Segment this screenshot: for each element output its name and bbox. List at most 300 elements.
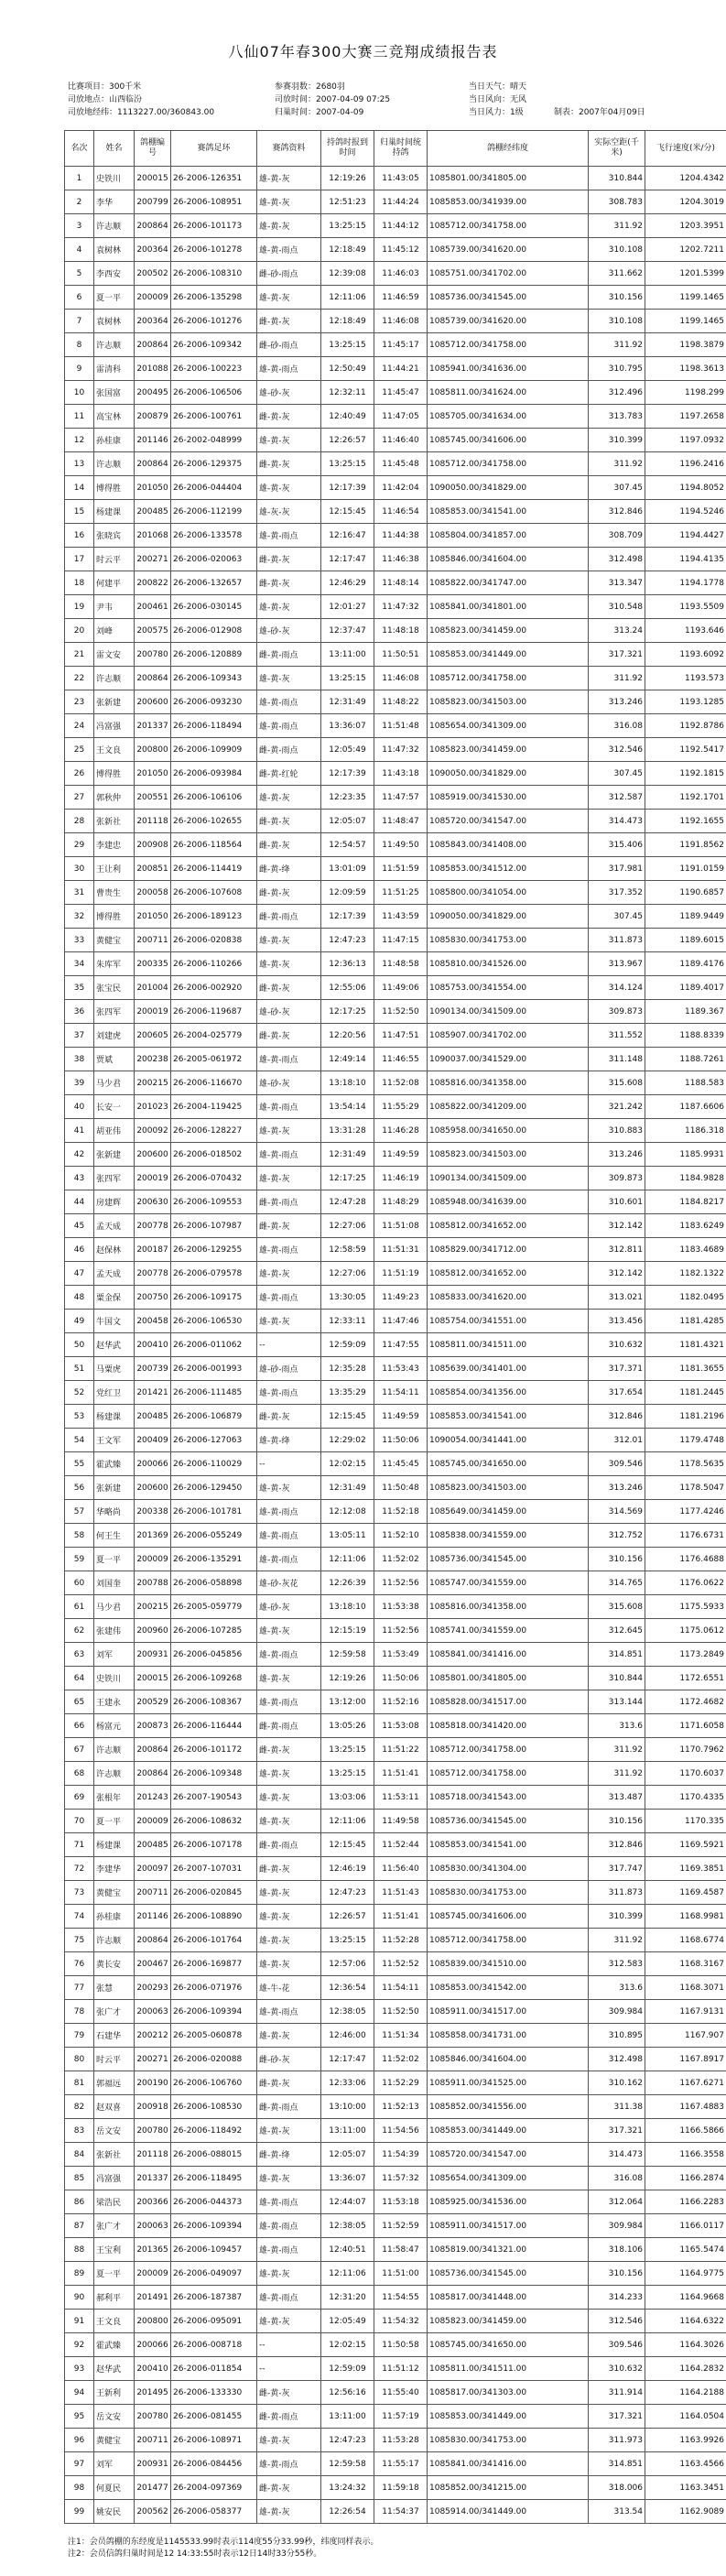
table-cell: -- <box>257 1333 321 1357</box>
table-cell: 313.246 <box>589 690 645 714</box>
table-cell: 1193.1285 <box>645 690 726 714</box>
table-cell: 200215 <box>135 1071 171 1095</box>
table-cell: 201477 <box>135 2476 171 2500</box>
table-row <box>65 381 726 405</box>
table-row <box>65 1881 726 1905</box>
table-cell: 312.01 <box>589 1429 645 1452</box>
table-cell: 201491 <box>135 2286 171 2310</box>
table-cell: 200410 <box>135 2357 171 2381</box>
table-cell: 雄-黄-雨点 <box>257 714 321 738</box>
table-cell: 1085853.00/341541.00 <box>428 1405 589 1429</box>
table-row <box>65 1024 726 1048</box>
table-cell: 12:55:06 <box>321 976 374 1000</box>
distance-text: 比赛项目：300千米 <box>68 82 142 92</box>
table-cell: 1085745.00/341606.00 <box>428 429 589 452</box>
table-cell: 26-2006-127063 <box>171 1429 257 1452</box>
table-cell: 8 <box>65 333 94 357</box>
table-cell: 曹贵生 <box>94 881 135 905</box>
table-cell: 雄-牛-花 <box>257 1976 321 2000</box>
table-cell: 200908 <box>135 833 171 857</box>
table-cell: 华略尚 <box>94 1500 135 1524</box>
table-cell: 312.583 <box>589 1952 645 1976</box>
table-cell: 雄-黄-灰 <box>257 1881 321 1905</box>
table-cell: 308.709 <box>589 524 645 548</box>
table-cell: 200800 <box>135 738 171 762</box>
table-cell: 12:02:15 <box>321 1452 374 1476</box>
table-cell: 38 <box>65 1048 94 1071</box>
table-cell: 张广才 <box>94 2000 135 2024</box>
table-cell: 张建伟 <box>94 1619 135 1643</box>
table-cell: 312.645 <box>589 1619 645 1643</box>
table-row <box>65 1786 726 1810</box>
table-cell: 1085804.00/341857.00 <box>428 524 589 548</box>
table-cell: 24 <box>65 714 94 738</box>
table-cell: 71 <box>65 1833 94 1857</box>
table-cell: 200879 <box>135 405 171 429</box>
table-cell: 1176.6731 <box>645 1524 726 1548</box>
table-cell: 1090134.00/341509.00 <box>428 1167 589 1190</box>
results-table <box>64 130 726 2524</box>
table-cell: 11:47:51 <box>374 1024 428 1048</box>
table-cell: 95 <box>65 2405 94 2429</box>
table-cell: 12:20:56 <box>321 1024 374 1048</box>
table-cell: 1085712.00/341758.00 <box>428 1762 589 1786</box>
table-cell: 92 <box>65 2333 94 2357</box>
table-cell: 11:54:11 <box>374 1976 428 2000</box>
table-cell: 尹韦 <box>94 595 135 619</box>
table-cell: 201023 <box>135 1095 171 1119</box>
table-cell: 91 <box>65 2310 94 2333</box>
table-cell: 1176.4688 <box>645 1548 726 1571</box>
table-cell: 86 <box>65 2190 94 2214</box>
info-block-middle <box>275 81 390 119</box>
table-cell: 309.873 <box>589 1000 645 1024</box>
table-row <box>65 1500 726 1524</box>
table-cell: 312.498 <box>589 2048 645 2071</box>
table-cell: 26-2006-110029 <box>171 1452 257 1476</box>
table-cell: 1085925.00/341536.00 <box>428 2190 589 2214</box>
table-cell: 11:53:38 <box>374 1595 428 1619</box>
table-cell: 78 <box>65 2000 94 2024</box>
table-cell: 317.352 <box>589 881 645 905</box>
table-cell: 11:51:34 <box>374 2024 428 2048</box>
table-cell: 26-2006-093230 <box>171 690 257 714</box>
table-cell: 201421 <box>135 1381 171 1405</box>
table-cell: 14 <box>65 476 94 500</box>
table-cell: 张新社 <box>94 2143 135 2167</box>
table-cell: 何夏民 <box>94 2476 135 2500</box>
table-cell: 51 <box>65 1357 94 1381</box>
table-cell: 72 <box>65 1857 94 1881</box>
table-cell: 13:25:15 <box>321 333 374 357</box>
table-cell: 311.873 <box>589 929 645 952</box>
table-cell: 雄-黄-灰 <box>257 2310 321 2333</box>
table-cell: 杨建课 <box>94 1833 135 1857</box>
table-cell: 11:50:06 <box>374 1667 428 1690</box>
table-row <box>65 857 726 881</box>
table-cell: 28 <box>65 810 94 833</box>
table-cell: 雌-黄-雨点 <box>257 2095 321 2119</box>
table-cell: 1192.1655 <box>645 810 726 833</box>
table-cell: 317.321 <box>589 2119 645 2143</box>
table-cell: 11:51:59 <box>374 857 428 881</box>
table-cell: 316.08 <box>589 714 645 738</box>
table-cell: 13 <box>65 452 94 476</box>
table-cell: 1184.9828 <box>645 1167 726 1190</box>
table-cell: 200864 <box>135 452 171 476</box>
table-cell: 雄-黄-雨点 <box>257 1548 321 1571</box>
table-cell: 200066 <box>135 2333 171 2357</box>
table-row <box>65 2024 726 2048</box>
table-cell: 53 <box>65 1405 94 1429</box>
table-cell: 11:51:22 <box>374 1738 428 1762</box>
table-cell: 200063 <box>135 2000 171 2024</box>
table-cell: 13:36:07 <box>321 714 374 738</box>
table-cell: 1192.1701 <box>645 786 726 810</box>
table-cell: 雄-砂-灰 <box>257 1595 321 1619</box>
table-cell: 雄-黄-雨点 <box>257 1095 321 1119</box>
table-cell: 56 <box>65 1476 94 1500</box>
table-row <box>65 1810 726 1833</box>
table-row <box>65 714 726 738</box>
table-cell: 史铁川 <box>94 167 135 190</box>
table-row <box>65 690 726 714</box>
table-cell: 317.371 <box>589 1357 645 1381</box>
table-cell: 马少君 <box>94 1595 135 1619</box>
table-cell: 高宝林 <box>94 405 135 429</box>
table-row <box>65 1357 726 1381</box>
table-cell: 26-2006-030145 <box>171 595 257 619</box>
table-cell: 孟天成 <box>94 1214 135 1238</box>
table-cell: 200009 <box>135 286 171 310</box>
table-cell: 1085852.00/341215.00 <box>428 2476 589 2500</box>
table-cell: 1192.5417 <box>645 738 726 762</box>
table-cell: 1181.4285 <box>645 1310 726 1333</box>
table-cell: 11:52:02 <box>374 1548 428 1571</box>
table-cell: 1187.6606 <box>645 1095 726 1119</box>
table-cell: 1184.8217 <box>645 1190 726 1214</box>
table-cell: 200711 <box>135 1881 171 1905</box>
table-cell: 11:45:45 <box>374 1452 428 1476</box>
table-cell: 1172.4682 <box>645 1690 726 1714</box>
table-cell: 1172.6551 <box>645 1667 726 1690</box>
table-row <box>65 1571 726 1595</box>
table-cell: 310.795 <box>589 357 645 381</box>
table-cell: -- <box>257 1452 321 1476</box>
table-cell: 12:31:49 <box>321 1476 374 1500</box>
table-cell: 200600 <box>135 690 171 714</box>
table-cell: 26-2006-101781 <box>171 1500 257 1524</box>
table-cell: 雄-黄-雨点 <box>257 1690 321 1714</box>
table-row <box>65 1286 726 1310</box>
table-cell: 张慧 <box>94 1976 135 2000</box>
table-cell: 11:43:18 <box>374 762 428 786</box>
table-cell: 313.54 <box>589 2500 645 2524</box>
table-cell: 雄-黄-灰 <box>257 929 321 952</box>
table-cell: 1085843.00/341408.00 <box>428 833 589 857</box>
table-cell: 200092 <box>135 1119 171 1143</box>
table-cell: 1163.3451 <box>645 2476 726 2500</box>
table-cell: 党红卫 <box>94 1381 135 1405</box>
table-cell: 12:11:06 <box>321 286 374 310</box>
table-cell: 1166.5866 <box>645 2119 726 2143</box>
table-cell: 雄-黄-雨点 <box>257 2452 321 2476</box>
table-cell: 1168.9981 <box>645 1905 726 1929</box>
table-cell: 13:11:00 <box>321 2405 374 2429</box>
table-cell: 200551 <box>135 786 171 810</box>
table-cell: 1085829.00/341712.00 <box>428 1238 589 1262</box>
table-cell: 26-2006-044373 <box>171 2190 257 2214</box>
table-cell: 12:17:47 <box>321 2048 374 2071</box>
table-cell: 200630 <box>135 1190 171 1214</box>
table-cell: 1085858.00/341731.00 <box>428 2024 589 2048</box>
table-cell: 12:37:47 <box>321 619 374 643</box>
table-cell: 1167.9131 <box>645 2000 726 2024</box>
table-cell: 32 <box>65 905 94 929</box>
table-cell: 317.981 <box>589 857 645 881</box>
table-cell: 11:55:29 <box>374 1095 428 1119</box>
table-cell: 1085819.00/341321.00 <box>428 2238 589 2262</box>
table-cell: 11:48:22 <box>374 690 428 714</box>
table-row <box>65 1429 726 1452</box>
table-cell: 1183.4689 <box>645 1238 726 1262</box>
table-cell: 13:35:29 <box>321 1381 374 1405</box>
table-cell: 11:47:32 <box>374 738 428 762</box>
table-cell: 房建辉 <box>94 1190 135 1214</box>
table-row <box>65 2429 726 2452</box>
table-cell: 雷文安 <box>94 643 135 667</box>
table-cell: 1189.9449 <box>645 905 726 929</box>
table-cell: 49 <box>65 1310 94 1333</box>
table-row <box>65 2143 726 2167</box>
table-cell: 12:51:23 <box>321 190 374 214</box>
table-cell: 12:17:39 <box>321 905 374 929</box>
table-cell: 12:35:28 <box>321 1357 374 1381</box>
table-cell: 17 <box>65 548 94 571</box>
table-row <box>65 2357 726 2381</box>
table-cell: 1085649.00/341459.00 <box>428 1500 589 1524</box>
table-cell: 粟金保 <box>94 1286 135 1310</box>
table-cell: 13:05:11 <box>321 1524 374 1548</box>
table-cell: 3 <box>65 214 94 238</box>
table-cell: 12:33:11 <box>321 1310 374 1333</box>
table-cell: 时云平 <box>94 548 135 571</box>
table-cell: 201050 <box>135 762 171 786</box>
table-cell: 雌-黄-灰 <box>257 405 321 429</box>
table-cell: 1167.6271 <box>645 2071 726 2095</box>
table-row <box>65 2238 726 2262</box>
table-cell: 赵保林 <box>94 1238 135 1262</box>
table-cell: 26-2006-081455 <box>171 2405 257 2429</box>
table-cell: 梁浩民 <box>94 2190 135 2214</box>
table-row <box>65 1095 726 1119</box>
footnote-1: 注1：会员鸽棚的东经度是1145533.99时表示114度55分33.99秒，纬度同样表示。 <box>68 2538 379 2547</box>
table-cell: 13:11:00 <box>321 643 374 667</box>
table-cell: 26-2006-129375 <box>171 452 257 476</box>
table-cell: 1085745.00/341650.00 <box>428 1452 589 1476</box>
table-row <box>65 2452 726 2476</box>
table-cell: 26-2006-108310 <box>171 262 257 286</box>
table-cell: 200097 <box>135 1857 171 1881</box>
table-cell: 313.246 <box>589 1143 645 1167</box>
table-cell: 1085853.00/341449.00 <box>428 643 589 667</box>
table-cell: 1189.4017 <box>645 976 726 1000</box>
table-cell: 83 <box>65 2119 94 2143</box>
table-row <box>65 1381 726 1405</box>
table-cell: 1085639.00/341401.00 <box>428 1357 589 1381</box>
table-cell: 雌-砂-雨点 <box>257 333 321 357</box>
table-cell: 26 <box>65 762 94 786</box>
table-cell: 15 <box>65 500 94 524</box>
table-cell: 26-2006-135291 <box>171 1548 257 1571</box>
table-cell: 1191.8562 <box>645 833 726 857</box>
table-cell: 11:52:08 <box>374 1071 428 1095</box>
table-cell: 26-2006-071976 <box>171 1976 257 2000</box>
table-cell: 雌-黄-灰 <box>257 2381 321 2405</box>
table-cell: 12:36:54 <box>321 1976 374 2000</box>
table-cell: 雷清科 <box>94 357 135 381</box>
table-cell: 98 <box>65 2476 94 2500</box>
table-cell: 1170.335 <box>645 1810 726 1833</box>
table-cell: 200019 <box>135 1167 171 1190</box>
table-cell: 201118 <box>135 2143 171 2167</box>
table-row <box>65 1190 726 1214</box>
table-cell: 310.632 <box>589 2357 645 2381</box>
table-cell: 310.156 <box>589 286 645 310</box>
coords-text: 司放地经纬：1113227.00/360843.00 <box>68 108 215 117</box>
table-cell: 1085811.00/341511.00 <box>428 2357 589 2381</box>
table-cell: 郝利平 <box>94 2286 135 2310</box>
table-cell: 26-2006-118492 <box>171 2119 257 2143</box>
table-cell: 许志顺 <box>94 452 135 476</box>
table-cell: 张国富 <box>94 381 135 405</box>
table-cell: 200467 <box>135 1952 171 1976</box>
table-cell: 26-2006-108632 <box>171 1810 257 1833</box>
table-cell: 1193.573 <box>645 667 726 690</box>
table-cell: 1085816.00/341358.00 <box>428 1595 589 1619</box>
table-cell: 200335 <box>135 952 171 976</box>
column-header: 持鸽时报到时间 <box>321 131 374 167</box>
table-cell: 1164.9668 <box>645 2286 726 2310</box>
table-cell: 12:46:19 <box>321 1857 374 1881</box>
table-cell: 雌-黄-绛 <box>257 857 321 881</box>
table-cell: 1085833.00/341620.00 <box>428 1286 589 1310</box>
table-cell: 73 <box>65 1881 94 1905</box>
table-cell: 1170.7962 <box>645 1738 726 1762</box>
table-cell: 12:26:54 <box>321 2500 374 2524</box>
table-cell: 26-2006-020088 <box>171 2048 257 2071</box>
table-cell: 13:25:15 <box>321 452 374 476</box>
table-row <box>65 476 726 500</box>
table-cell: 200187 <box>135 1238 171 1262</box>
table-cell: 201495 <box>135 2381 171 2405</box>
table-cell: 312.142 <box>589 1262 645 1286</box>
table-cell: 26-2006-107178 <box>171 1833 257 1857</box>
table-cell: 200410 <box>135 1333 171 1357</box>
table-cell: 雄-黄-雨点 <box>257 2238 321 2262</box>
table-cell: 59 <box>65 1548 94 1571</box>
table-cell: 雄-黄-灰 <box>257 1262 321 1286</box>
table-cell: 11:51:25 <box>374 881 428 905</box>
table-cell: 11:44:21 <box>374 357 428 381</box>
table-cell: 1085958.00/341650.00 <box>428 1119 589 1143</box>
table-cell: 黄健宝 <box>94 1881 135 1905</box>
table-cell: 雄-砂-灰 <box>257 1000 321 1024</box>
table-cell: 200485 <box>135 500 171 524</box>
table-cell: 26-2006-084456 <box>171 2452 257 2476</box>
table-cell: 31 <box>65 881 94 905</box>
table-cell: 12:05:49 <box>321 2310 374 2333</box>
table-cell: 26-2006-070432 <box>171 1167 257 1190</box>
table-cell: 26-2006-101173 <box>171 214 257 238</box>
table-cell: 312.811 <box>589 1238 645 1262</box>
table-cell: 雄-砂-灰 <box>257 1071 321 1095</box>
table-cell: 313.021 <box>589 1286 645 1310</box>
table-cell: 200739 <box>135 1357 171 1381</box>
table-cell: 45 <box>65 1214 94 1238</box>
table-row <box>65 1310 726 1333</box>
table-cell: 313.967 <box>589 952 645 976</box>
table-cell: 刘峰 <box>94 619 135 643</box>
table-cell: 11:47:05 <box>374 405 428 429</box>
table-row <box>65 286 726 310</box>
table-cell: 王建永 <box>94 1690 135 1714</box>
table-cell: 黄健宝 <box>94 929 135 952</box>
table-cell: 11:47:32 <box>374 595 428 619</box>
table-cell: 200015 <box>135 167 171 190</box>
table-cell: 雌-黄-灰 <box>257 1738 321 1762</box>
table-cell: 1189.4176 <box>645 952 726 976</box>
table-cell: 雄-砂-雨点 <box>257 1357 321 1381</box>
table-cell: 310.548 <box>589 595 645 619</box>
table-cell: 23 <box>65 690 94 714</box>
table-row <box>65 1952 726 1976</box>
table-cell: 4 <box>65 238 94 262</box>
table-cell: 许志顺 <box>94 1929 135 1952</box>
table-cell: 1085736.00/341545.00 <box>428 2262 589 2286</box>
table-cell: 26-2006-049097 <box>171 2262 257 2286</box>
table-cell: 44 <box>65 1190 94 1214</box>
table-cell: 200066 <box>135 1452 171 1476</box>
table-cell: 317.654 <box>589 1381 645 1405</box>
table-row <box>65 238 726 262</box>
table-cell: 11:45:47 <box>374 381 428 405</box>
table-row <box>65 643 726 667</box>
table-cell: 1188.8339 <box>645 1024 726 1048</box>
table-cell: 霍武臻 <box>94 1452 135 1476</box>
table-cell: 26-2006-133330 <box>171 2381 257 2405</box>
table-cell: 200562 <box>135 2500 171 2524</box>
table-cell: 12:27:06 <box>321 1262 374 1286</box>
column-header: 飞行速度(米/分) <box>645 131 726 167</box>
table-cell: 雄-黄-雨点 <box>257 238 321 262</box>
table-cell: 26-2006-169877 <box>171 1952 257 1976</box>
table-cell: 1085830.00/341753.00 <box>428 929 589 952</box>
table-cell: 200864 <box>135 1929 171 1952</box>
table-cell: 赵双喜 <box>94 2095 135 2119</box>
table-cell: 12:59:58 <box>321 1643 374 1667</box>
table-cell: 310.601 <box>589 1190 645 1214</box>
table-cell: 马少君 <box>94 1071 135 1095</box>
table-cell: 1085911.00/341517.00 <box>428 2000 589 2024</box>
table-cell: 1090054.00/341441.00 <box>428 1429 589 1452</box>
table-cell: 11:46:19 <box>374 1167 428 1190</box>
table-cell: 55 <box>65 1452 94 1476</box>
table-row <box>65 1214 726 1238</box>
table-cell: 张新建 <box>94 1143 135 1167</box>
table-cell: 雄-黄-雨点 <box>257 2000 321 2024</box>
table-cell: 11:51:43 <box>374 1881 428 1905</box>
